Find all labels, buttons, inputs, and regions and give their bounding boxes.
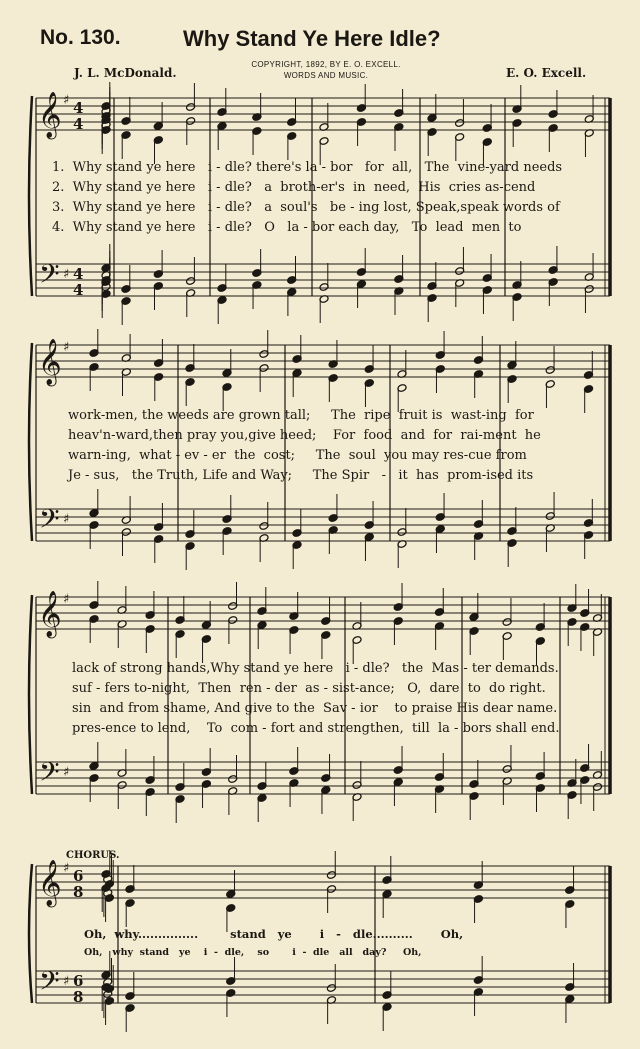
lyric-line: suf - fers to-night, Then ren - der as - sist-ance; O, dare to do right.	[72, 681, 546, 696]
time-signature-top: 6	[73, 972, 84, 990]
chorus-lyric-response: Oh, why stand ye i - dle, so i - dle all day? Oh,	[84, 947, 422, 958]
lyricist-credit: J. L. McDonald.	[74, 66, 177, 80]
bass-clef-icon: 𝄢	[39, 258, 60, 296]
hymn-title: Why Stand Ye Here Idle?	[183, 26, 441, 51]
lyric-line: 1. Why stand ye here i - dle? there's la - bor for all, The vine-yard needs	[52, 160, 563, 175]
lyric-line: 3. Why stand ye here i - dle? a soul's be - ing lost, Speak,speak words of	[52, 200, 560, 215]
time-signature-top: 4	[73, 265, 84, 283]
key-signature-sharp-icon: ♯	[63, 765, 70, 780]
lyric-line: work-men, the weeds are grown tall; The ripe fruit is wast-ing for	[68, 408, 534, 423]
time-signature-bottom: 8	[73, 988, 84, 1006]
key-signature-sharp-icon: ♯	[63, 512, 70, 527]
time-signature-top: 6	[73, 867, 84, 885]
copyright-line: WORDS AND MUSIC.	[283, 71, 369, 80]
hymn-number: No. 130.	[40, 26, 121, 49]
lyric-line: heav'n-ward,then pray you,give heed; For food and for rai-ment he	[68, 428, 541, 443]
system-brace	[29, 595, 32, 794]
lyric-line: warn-ing, what - ev - er the cost; The soul you may res-cue from	[68, 448, 527, 463]
system-brace	[29, 864, 32, 1003]
lyric-line: 2. Why stand ye here i - dle? a broth-er's in need, His cries as-cend	[52, 180, 536, 195]
lyric-line: lack of strong hands,Why stand ye here i - dle? the Mas - ter demands.	[72, 661, 559, 676]
key-signature-sharp-icon: ♯	[63, 340, 70, 355]
copyright-notice	[216, 59, 436, 81]
treble-clef-icon: 𝄞	[38, 339, 62, 385]
time-signature-bottom: 4	[73, 281, 84, 299]
lyric-line: pres-ence to lend, To com - fort and strengthen, till la - bors shall end.	[72, 721, 560, 736]
chorus-lyric-melody: Oh, why............... stand ye i - dle.......... Oh,	[84, 927, 464, 941]
treble-clef-icon: 𝄞	[38, 860, 62, 906]
key-signature-sharp-icon: ♯	[63, 974, 70, 989]
composer-credit: E. O. Excell.	[506, 66, 587, 80]
key-signature-sharp-icon: ♯	[63, 267, 70, 282]
key-signature-sharp-icon: ♯	[63, 861, 70, 876]
key-signature-sharp-icon: ♯	[63, 592, 70, 607]
system-brace	[29, 343, 32, 541]
key-signature-sharp-icon: ♯	[63, 93, 70, 108]
chorus-label: CHORUS.	[66, 850, 120, 861]
bass-clef-icon: 𝄢	[39, 756, 60, 794]
lyric-line: Je - sus, the Truth, Life and Way; The Spir - it has prom-ised its	[68, 468, 534, 483]
lyric-line: 4. Why stand ye here i - dle? O la - bor each day, To lead men to	[52, 220, 522, 235]
copyright-line: COPYRIGHT, 1892, BY E. O. EXCELL.	[251, 60, 401, 69]
lyric-line: sin and from shame, And give to the Sav - ior to praise His dear name.	[72, 701, 558, 716]
treble-clef-icon: 𝄞	[38, 92, 62, 138]
time-signature-bottom: 4	[73, 115, 84, 133]
time-signature-bottom: 8	[73, 883, 84, 901]
bass-clef-icon: 𝄢	[39, 503, 60, 541]
treble-clef-icon: 𝄞	[38, 591, 62, 637]
time-signature-top: 4	[73, 99, 84, 117]
bass-clef-icon: 𝄢	[39, 965, 60, 1003]
system-brace	[29, 96, 32, 296]
